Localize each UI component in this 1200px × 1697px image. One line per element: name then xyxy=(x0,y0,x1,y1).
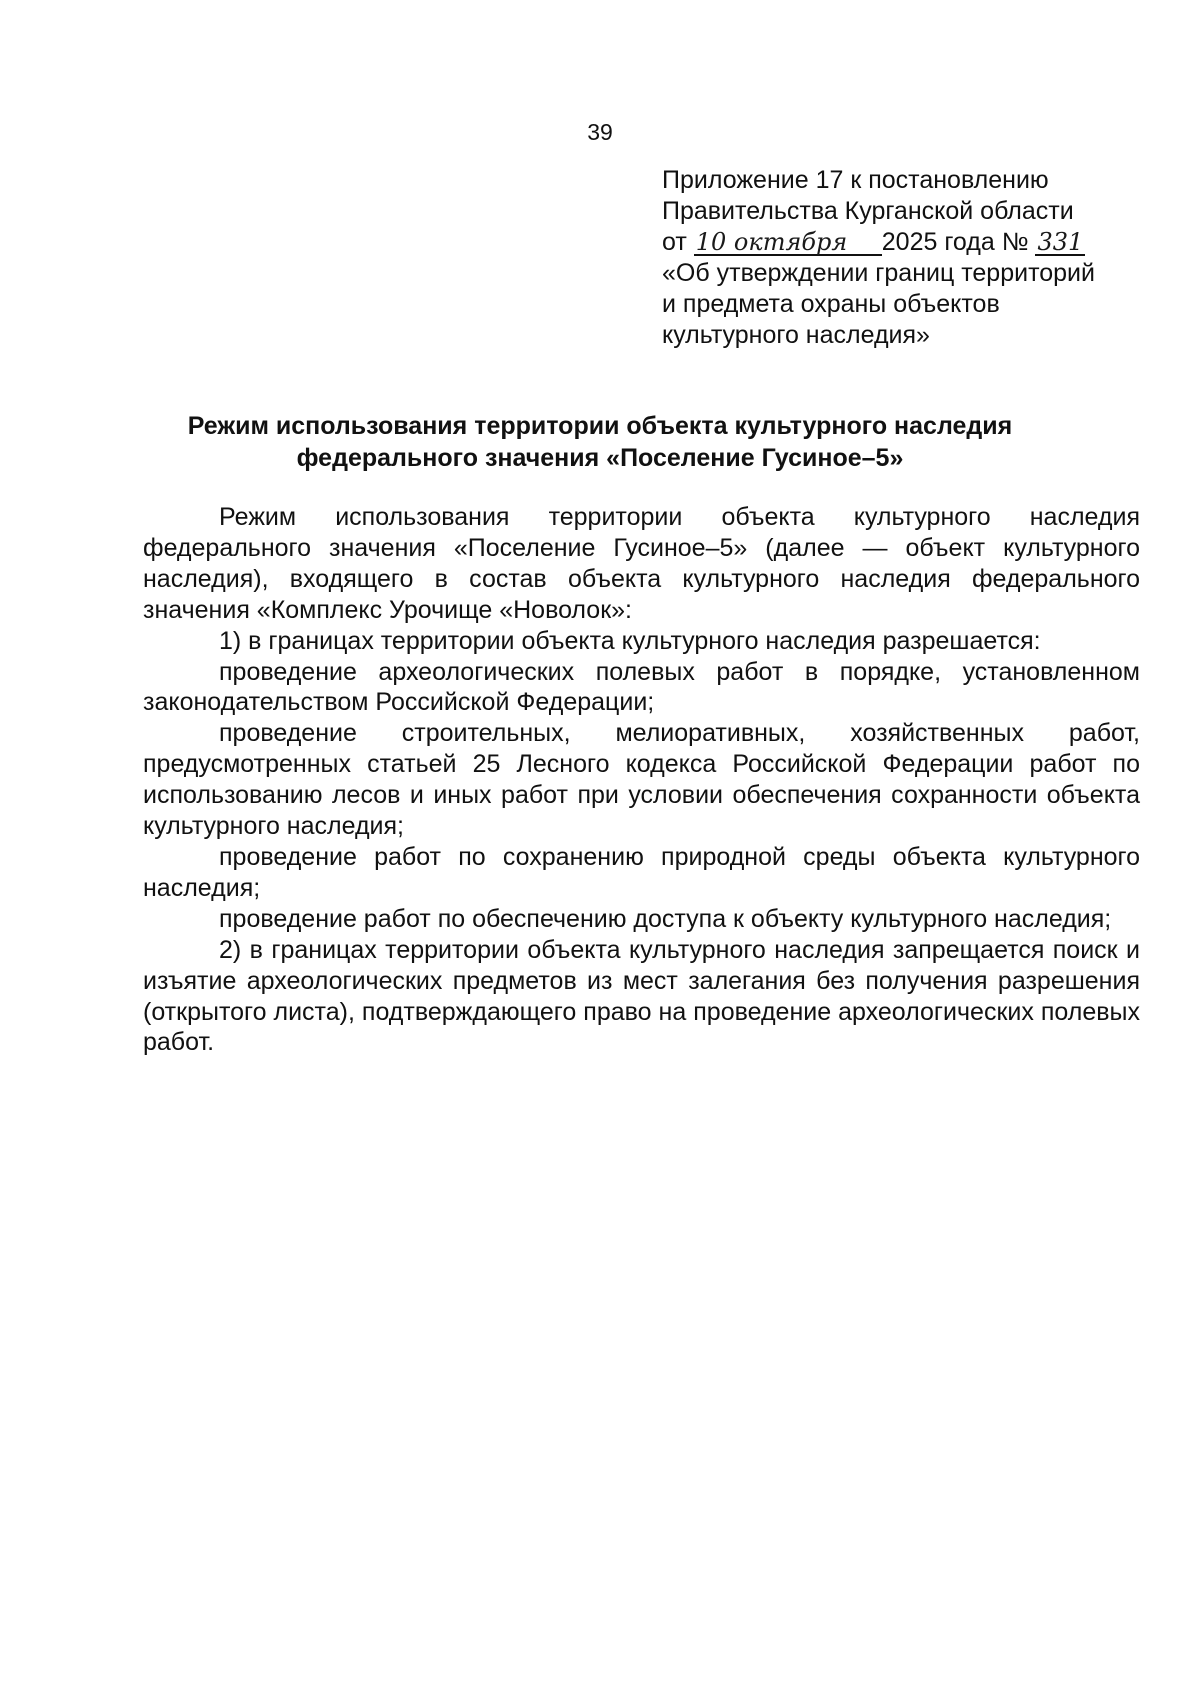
body-paragraph: проведение работ по сохранению природной среды объекта культурного наследия; xyxy=(143,842,1140,902)
body-paragraph: проведение работ по обеспечению доступа к объекту культурного наследия; xyxy=(219,904,1112,933)
body-paragraph: проведение строительных, мелиоративных, хозяйственных работ, предусмотренных статьей 25 Лесного кодекса Российской Федерации работ по использованию лесов и иных работ при условии обеспечения сохранности объекта культурного наследия; xyxy=(143,719,1140,841)
appendix-date-line xyxy=(662,227,1132,258)
appendix-line: «Об утверждении границ территорий xyxy=(662,259,1095,287)
appendix-line: Приложение 17 к постановлению xyxy=(662,166,1049,194)
body-paragraph: Режим использования территории объекта культурного наследия федерального значения «Поселение Гусиное–5» (далее — объект культурного наследия), входящего в состав объекта культурного наследия федерального значения «Комплекс Урочище «Новолок»: xyxy=(143,503,1140,624)
title-line: федерального значения «Поселение Гусиное–5» xyxy=(296,444,904,472)
handwritten-date: 10 октября xyxy=(694,230,882,256)
appendix-line: культурного наследия» xyxy=(662,321,930,349)
document-title xyxy=(140,410,1060,474)
page-number: 39 xyxy=(587,119,613,145)
appendix-line: и предмета охраны объектов xyxy=(662,290,1000,318)
appendix-block xyxy=(662,165,1132,351)
appendix-year-number-label: 2025 года № xyxy=(881,228,1029,256)
body-paragraph: 1) в границах территории объекта культурного наследия разрешается: xyxy=(219,626,1041,655)
body-paragraph: 2) в границах территории объекта культурного наследия запрещается поиск и изъятие археологических предметов из мест залегания без получения разрешения (открытого листа), подтверждающего право на проведение археологических полевых работ. xyxy=(143,935,1140,1057)
document-body xyxy=(143,502,1140,1058)
body-paragraph: проведение археологических полевых работ в порядке, установленном законодательством Российской Федерации; xyxy=(143,657,1140,717)
handwritten-number: 331 xyxy=(1037,228,1084,256)
title-line: Режим использования территории объекта культурного наследия xyxy=(187,412,1013,440)
appendix-date-prefix: от xyxy=(662,228,687,256)
appendix-line: Правительства Курганской области xyxy=(662,197,1074,225)
